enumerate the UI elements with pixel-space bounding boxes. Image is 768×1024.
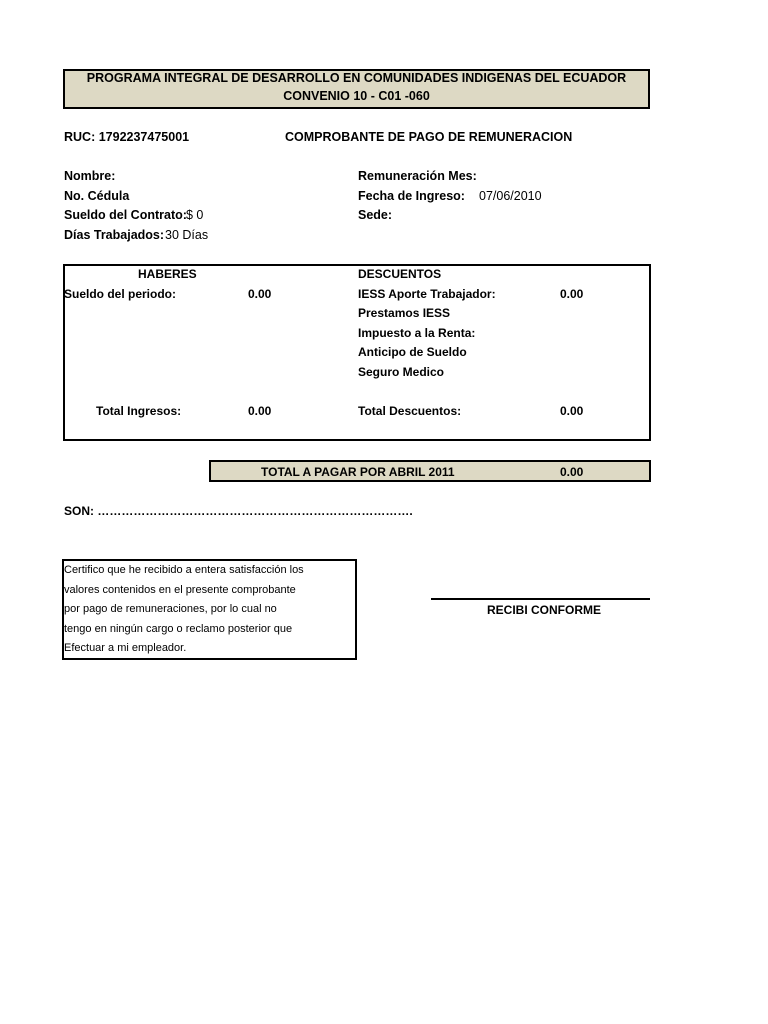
total-ingresos-label: Total Ingresos:: [96, 404, 182, 418]
son-line: SON: …………………………………………………………………….: [64, 504, 413, 518]
certificate-line: Certifico que he recibido a entera satisfacción los: [64, 564, 304, 576]
iess-aporte-label: IESS Aporte Trabajador:: [358, 287, 496, 301]
certificate-line: por pago de remuneraciones, por lo cual no: [64, 603, 277, 615]
sueldo-periodo-value: 0.00: [248, 287, 272, 301]
total-descuentos-label: Total Descuentos:: [358, 404, 462, 418]
nombre-label: Nombre:: [64, 169, 116, 183]
seguro-medico-label: Seguro Medico: [358, 365, 445, 379]
certificate-line: valores contenidos en el presente comprobante: [64, 584, 296, 596]
header-box: [63, 69, 650, 109]
document-title: COMPROBANTE DE PAGO DE REMUNERACION: [285, 130, 573, 144]
cedula-label: No. Cédula: [64, 189, 130, 203]
anticipo-sueldo-label: Anticipo de Sueldo: [358, 345, 467, 359]
remuneracion-mes-label: Remuneración Mes:: [358, 169, 477, 183]
fecha-ingreso-label: Fecha de Ingreso:: [358, 189, 465, 203]
certificate-line: tengo en ningún cargo o reclamo posterior que: [64, 623, 293, 635]
total-pagar-label: TOTAL A PAGAR POR ABRIL 2011: [261, 465, 455, 479]
sueldo-periodo-label: Sueldo del periodo:: [64, 287, 177, 301]
program-title: PROGRAMA INTEGRAL DE DESARROLLO EN COMUNIDADES INDIGENAS DEL ECUADOR: [86, 71, 627, 85]
dias-trabajados-value: 30 Días: [165, 228, 209, 242]
sede-label: Sede:: [358, 208, 393, 222]
total-descuentos-value: 0.00: [560, 404, 584, 418]
prestamos-iess-label: Prestamos IESS: [358, 306, 451, 320]
ruc-label: RUC: 1792237475001: [64, 130, 190, 144]
sueldo-contrato-label: Sueldo del Contrato:: [64, 208, 187, 222]
total-ingresos-value: 0.00: [248, 404, 272, 418]
haberes-heading: HABERES: [138, 267, 197, 281]
sueldo-contrato-value: $ 0: [186, 208, 204, 222]
signature-line: [431, 598, 650, 600]
recibi-conforme-label: RECIBI CONFORME: [487, 603, 601, 617]
impuesto-renta-label: Impuesto a la Renta:: [358, 326, 476, 340]
fecha-ingreso-value: 07/06/2010: [479, 189, 542, 203]
dias-trabajados-label: Días Trabajados:: [64, 228, 165, 242]
certificate-line: Efectuar a mi empleador.: [64, 642, 187, 654]
convenio-title: CONVENIO 10 - C01 -060: [283, 89, 430, 103]
iess-aporte-value: 0.00: [560, 287, 584, 301]
total-pagar-value: 0.00: [560, 465, 584, 479]
descuentos-heading: DESCUENTOS: [358, 267, 442, 281]
